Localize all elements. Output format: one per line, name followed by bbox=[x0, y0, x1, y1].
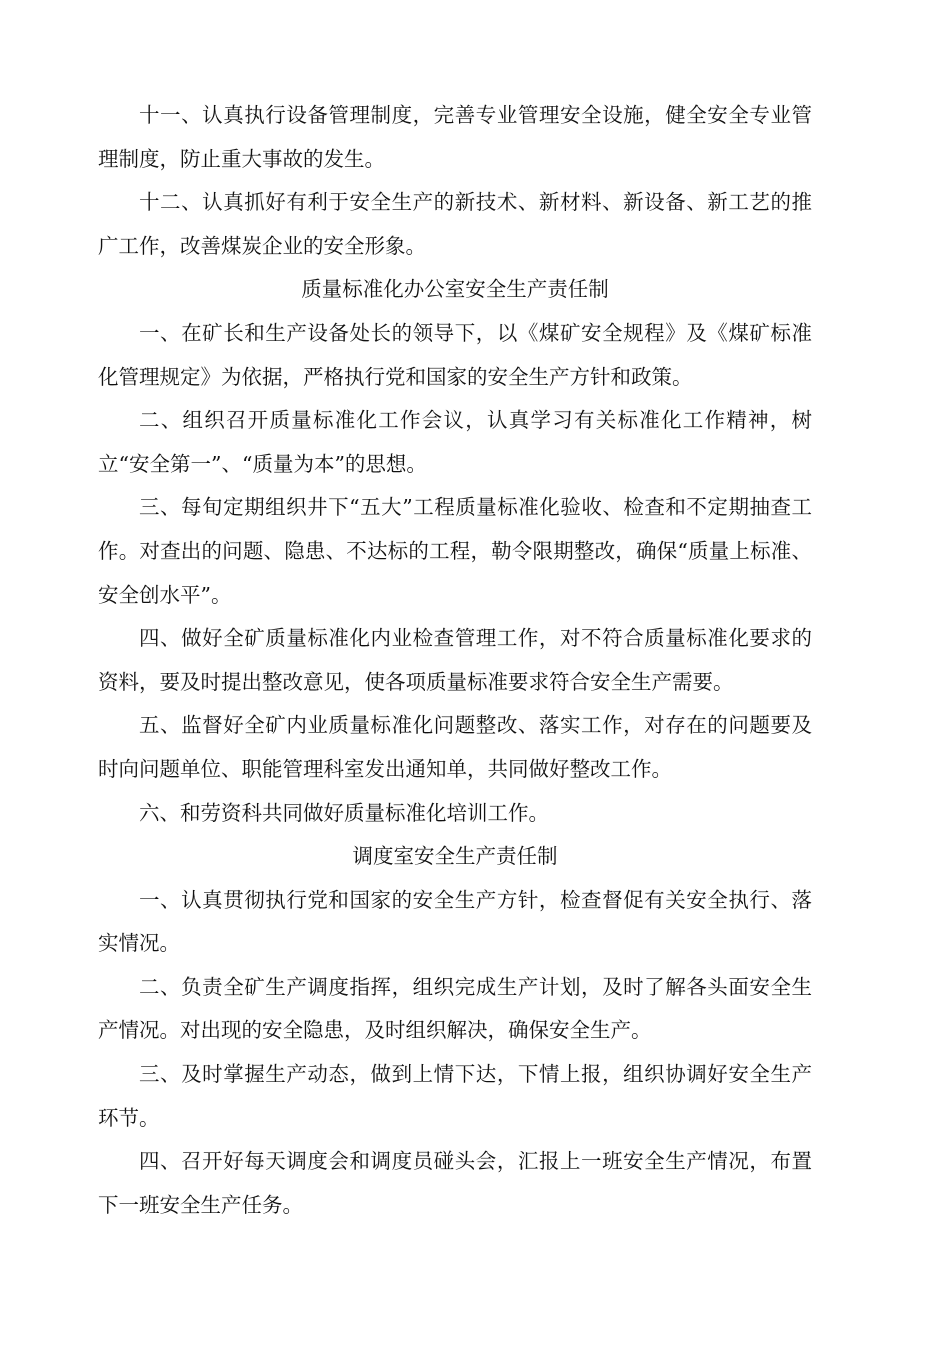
document-body bbox=[98, 94, 812, 1227]
paragraph-dispatch-1: 一、认真贯彻执行党和国家的安全生产方针，检查督促有关安全执行、落实情况。 bbox=[98, 887, 812, 956]
paragraph-dispatch-4: 四、召开好每天调度会和调度员碰头会，汇报上一班安全生产情况，布置下一班安全生产任务。 bbox=[98, 1149, 812, 1217]
section-heading-dispatch-room: 调度室安全生产责任制 bbox=[352, 844, 558, 869]
paragraph-item-12: 十二、认真抓好有利于安全生产的新技术、新材料、新设备、新工艺的推广工作，改善煤炭企业的安全形象。 bbox=[98, 190, 812, 258]
paragraph-quality-6: 六、和劳资科共同做好质量标准化培训工作。 bbox=[139, 800, 549, 825]
paragraph-dispatch-3: 三、及时掌握生产动态，做到上情下达，下情上报，组织协调好安全生产环节。 bbox=[98, 1062, 812, 1130]
paragraph-dispatch-2: 二、负责全矿生产调度指挥，组织完成生产计划，及时了解各头面安全生产情况。对出现的安全隐患，及时组织解决，确保安全生产。 bbox=[98, 974, 812, 1043]
paragraph-quality-3: 三、每旬定期组织井下“五大”工程质量标准化验收、检查和不定期抽查工作。对查出的问题、隐患、不达标的工程，勒令限期整改，确保“质量上标准、安全创水平”。 bbox=[98, 495, 812, 607]
paragraph-item-11: 十一、认真执行设备管理制度，完善专业管理安全设施，健全安全专业管理制度，防止重大事故的发生。 bbox=[98, 103, 812, 171]
paragraph-quality-1: 一、在矿长和生产设备处长的领导下，以《煤矿安全规程》及《煤矿标准化管理规定》为依据，严格执行党和国家的安全生产方针和政策。 bbox=[98, 320, 812, 389]
paragraph-quality-4: 四、做好全矿质量标准化内业检查管理工作，对不符合质量标准化要求的资料，要及时提出整改意见，使各项质量标准要求符合安全生产需要。 bbox=[98, 626, 812, 694]
paragraph-quality-5: 五、监督好全矿内业质量标准化问题整改、落实工作，对存在的问题要及时向问题单位、职能管理科室发出通知单，共同做好整改工作。 bbox=[98, 713, 812, 781]
section-heading-quality-office: 质量标准化办公室安全生产责任制 bbox=[301, 277, 609, 302]
paragraph-quality-2: 二、组织召开质量标准化工作会议，认真学习有关标准化工作精神，树立“安全第一”、“质量为本”的思想。 bbox=[98, 408, 812, 476]
